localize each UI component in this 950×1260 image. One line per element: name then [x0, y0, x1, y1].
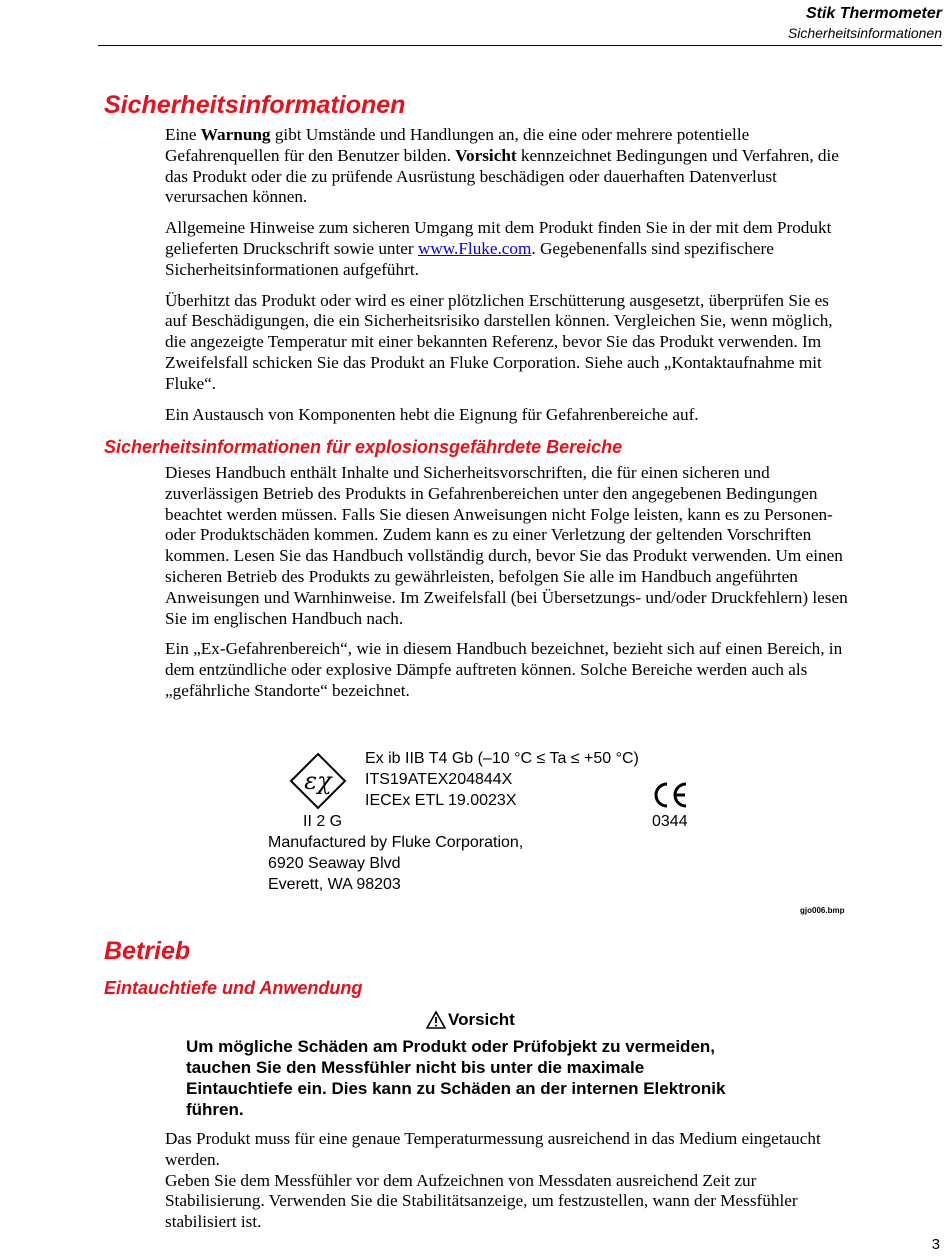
operation-paragraph-2: Geben Sie dem Messfühler vor dem Aufzeichnen von Messdaten ausreichend Zeit zur Stabilisierung. Verwenden Sie die Stabilitätsanzeige, um festzustellen, wann der Messfühler stabilisiert ist.	[165, 1170, 798, 1232]
safety-heading: Sicherheitsinformationen	[104, 91, 406, 119]
manual-title: Stik Thermometer	[805, 5, 942, 22]
caution-text: Um mögliche Schäden am Produkt oder Prüfobjekt zu vermeiden, tauchen Sie den Messfühler nicht bis unter die maximale Eintauchtiefe ein. Dies kann zu Schäden an der internen Elektronik führen.	[186, 1037, 726, 1119]
header-rule	[98, 45, 942, 46]
caution-label: Vorsicht	[448, 1010, 515, 1029]
equipment-group: II 2 G	[303, 813, 343, 830]
explosion-paragraph-1: Dieses Handbuch enthält Inhalte und Sicherheitsvorschriften, die für einen sicheren und zuverlässigen Betrieb des Produkts in Gefahrenbereichen unter den angegebenen Bedingungen beachtet werden müssen. Falls Sie diesen Anweisungen nicht Folge leisten, kann es zu Personen- oder Produktschäden kommen. Zudem kann es zu einer Verletzung der geltenden Vorschriften kommen. Lesen Sie das Handbuch vollständig durch, bevor Sie das Produkt verwenden. Um einen sicheren Betrieb des Produkts zu gewährleisten, befolgen Sie alle im Handbuch angeführten Anweisungen und Warnhinweise. Im Zweifelsfall (bei Übersetzungs- und/oder Druckfehlern) lesen Sie im englischen Handbuch nach.	[165, 463, 848, 628]
explosion-body	[165, 463, 855, 712]
operation-paragraph-1: Das Produkt muss für eine genaue Temperaturmessung ausreichend in das Medium eingetaucht werden.	[165, 1129, 821, 1169]
running-header	[788, 4, 942, 42]
operation-body	[165, 1129, 855, 1233]
manufacturer-city: Everett, WA 98203	[268, 876, 401, 893]
text-run: . Gegebenenfalls sind spezifischere Sicherheitsinformationen aufgeführt.	[165, 238, 774, 279]
operation-heading: Betrieb	[104, 937, 191, 965]
warning-triangle-icon	[426, 1011, 446, 1029]
atex-certificate: ITS19ATEX204844X	[365, 771, 513, 788]
manufacturer-address	[268, 832, 523, 895]
section-title: Sicherheitsinformationen	[787, 25, 942, 41]
fluke-website-link[interactable]: www.Fluke.com	[417, 238, 532, 258]
safety-paragraph-4: Ein Austausch von Komponenten hebt die Eignung für Gefahrenbereiche auf.	[165, 404, 699, 424]
figure-reference: gjo006.bmp	[800, 906, 845, 915]
safety-paragraph-3: Überhitzt das Produkt oder wird es einer plötzlichen Erschütterung ausgesetzt, überprüfen Sie es auf Beschädigungen, die ein Sicherheitsrisiko darstellen können. Vergleichen Sie, wenn möglich, die angezeigte Temperatur mit einer bekannten Referenz, bevor Sie das Produkt verwenden. Im Zweifelsfall schicken Sie das Produkt an Fluke Corporation. Siehe auch „Kontaktaufnahme mit Fluke“.	[165, 290, 833, 393]
vorsicht-term: Vorsicht	[455, 145, 517, 165]
ex-rating: Ex ib IIB T4 Gb (–10 °C ≤ Ta ≤ +50 °C)	[365, 750, 639, 767]
ce-mark-icon	[650, 780, 690, 810]
explosion-heading: Sicherheitsinformationen für explosionsgefährdete Bereiche	[104, 437, 623, 457]
cert-ratings	[365, 748, 639, 811]
safety-paragraph-1	[165, 125, 855, 208]
text-run: Eine	[165, 125, 201, 144]
notified-body-number: 0344	[652, 813, 688, 830]
svg-text:εχ: εχ	[304, 767, 332, 795]
explosion-paragraph-2: Ein „Ex-Gefahrenbereich“, wie in diesem Handbuch bezeichnet, bezieht sich auf einen Bereich, in dem entzündliche oder explosive Dämpfe auftreten können. Solche Bereiche werden auch als „gefährliche Standorte“ bezeichnet.	[165, 639, 843, 700]
immersion-subheading: Eintauchtiefe und Anwendung	[104, 978, 363, 998]
warnung-term: Warnung	[200, 125, 271, 144]
caution-title	[426, 1009, 515, 1031]
text-run: gibt Umstände und Handlungen an, die eine oder mehrere potentielle Gefahrenquellen für den Benutzer bilden.	[165, 125, 750, 165]
text-run: kennzeichnet Bedingungen und Verfahren, die das Produkt oder die zu prüfende Ausrüstung beschädigen oder dauerhaften Datenverlust verursachen können.	[165, 145, 839, 207]
safety-paragraph-2	[165, 218, 855, 280]
safety-body	[165, 125, 855, 435]
manufacturer-name: Manufactured by Fluke Corporation,	[268, 834, 524, 851]
text-run: Allgemeine Hinweise zum sicheren Umgang mit dem Produkt finden Sie in der mit dem Produkt gelieferten Druckschrift sowie unter	[165, 218, 832, 258]
iecex-certificate: IECEx ETL 19.0023X	[365, 792, 517, 809]
page-number: 3	[931, 1236, 940, 1253]
manufacturer-street: 6920 Seaway Blvd	[268, 855, 401, 872]
ex-hazard-logo	[289, 752, 347, 810]
